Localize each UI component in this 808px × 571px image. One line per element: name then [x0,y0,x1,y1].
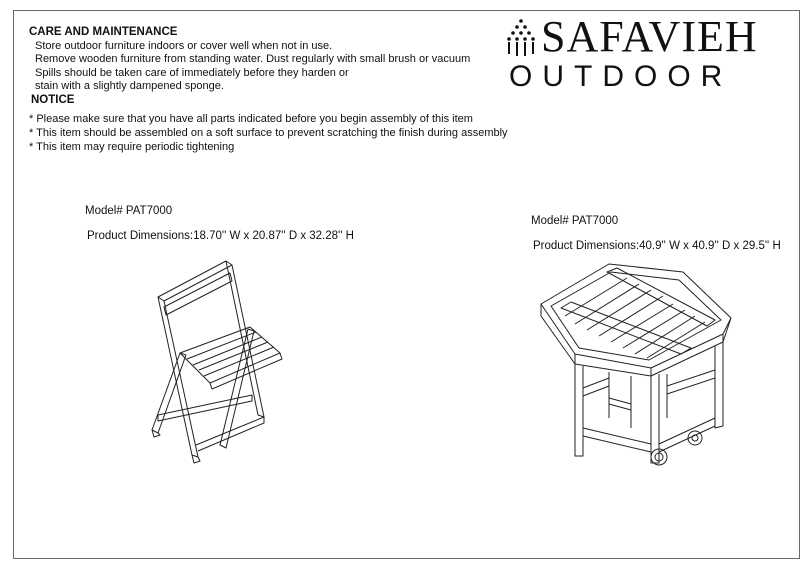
triangle-dots-logo-icon [506,18,536,58]
care-line-1: Store outdoor furniture indoors or cover well when not in use. [35,40,333,52]
chair-dimensions: Product Dimensions:18.70'' W x 20.87'' D x 32.28'' H [87,230,354,242]
care-title: CARE AND MAINTENANCE [29,26,178,38]
notice-line-1: * Please make sure that you have all parts indicated before you begin assembly of this item [29,113,473,125]
table-model-number: Model# PAT7000 [531,215,619,227]
octagonal-cart-table-drawing-icon [535,258,750,473]
care-line-2: Remove wooden furniture from standing water. Dust regularly with small brush or vacuum [35,53,471,65]
brand-name: SAFAVIEH [541,12,758,61]
notice-line-3: * This item may require periodic tightening [29,141,235,153]
table-dimensions: Product Dimensions:40.9'' W x 40.9'' D x 29.5'' H [533,240,781,252]
notice-line-2: * This item should be assembled on a soft surface to prevent scratching the finish during assembly [29,127,508,139]
brand-subtitle: OUTDOOR [509,60,733,93]
care-line-4: stain with a slightly dampened sponge. [35,80,224,92]
notice-title: NOTICE [31,94,75,106]
care-line-3: Spills should be taken care of immediately before they harden or [35,67,349,79]
folding-chair-drawing-icon [140,255,300,475]
chair-model-number: Model# PAT7000 [85,205,173,217]
